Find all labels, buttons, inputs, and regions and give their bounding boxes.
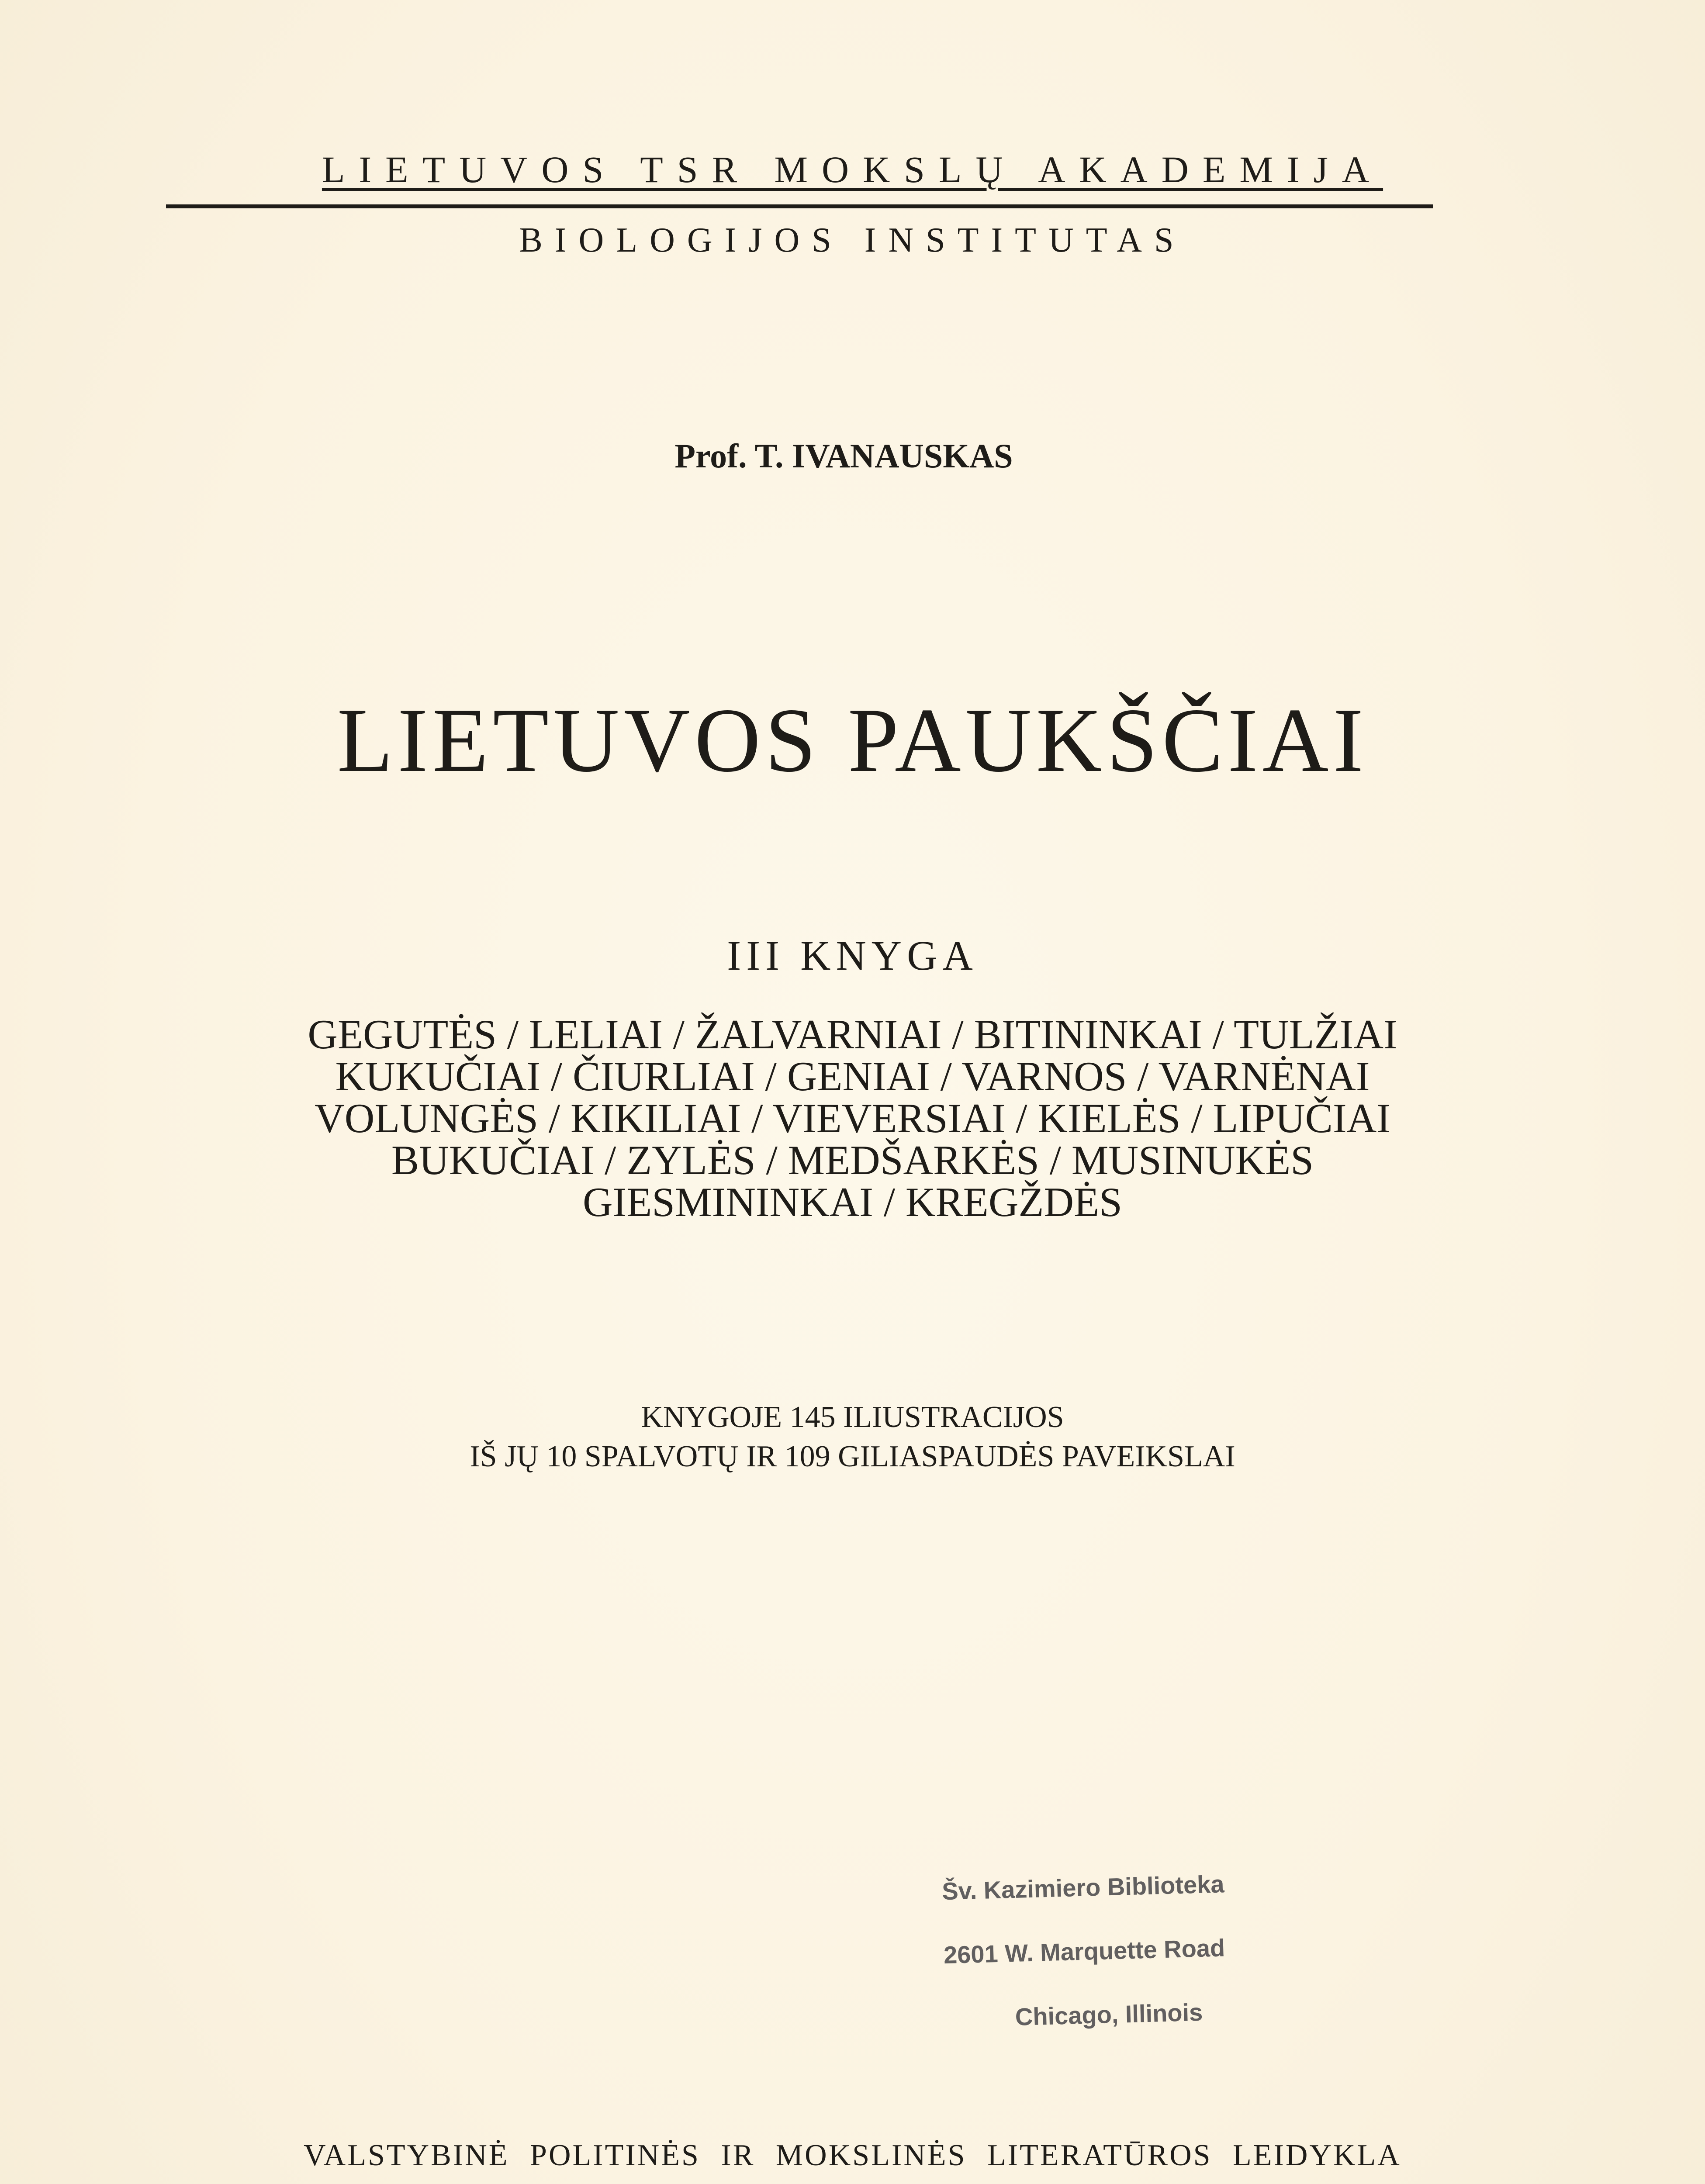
families-line: GEGUTĖS / LELIAI / ŽALVARNIAI / BITININKAI / TULŽIAI — [308, 1011, 1397, 1057]
academy-name: LIETUVOS TSR MOKSLŲ AKADEMIJA — [322, 149, 1383, 190]
illustrations-line-1: KNYGOJE 145 ILIUSTRACIJOS — [641, 1400, 1064, 1434]
author-name: Prof. T. IVANAUSKAS — [674, 437, 1013, 475]
volume-label: III KNYGA — [727, 932, 978, 979]
families-line: KUKUČIAI / ČIURLIAI / GENIAI / VARNOS / VARNĖNAI — [335, 1053, 1370, 1099]
stamp-line-3: Chicago, Illinois — [1015, 1998, 1203, 2031]
stamp-line-1: Šv. Kazimiero Biblioteka — [941, 1870, 1225, 1905]
header-rule — [166, 204, 1433, 208]
library-stamp — [937, 1869, 1356, 2032]
families-line: GIESMININKAI / KREGŽDĖS — [583, 1179, 1122, 1225]
institute-name: BIOLOGIJOS INSTITUTAS — [519, 221, 1186, 259]
publisher-name: VALSTYBINĖ POLITINĖS IR MOKSLINĖS LITERATŪROS LEIDYKLA — [304, 2139, 1401, 2172]
book-title: LIETUVOS PAUKŠČIAI — [337, 690, 1368, 791]
bird-families-list — [0, 1013, 1705, 1223]
families-line: BUKUČIAI / ZYLĖS / MEDŠARKĖS / MUSINUKĖS — [391, 1137, 1314, 1183]
stamp-line-2: 2601 W. Marquette Road — [943, 1934, 1225, 1969]
families-line: VOLUNGĖS / KIKILIAI / VIEVERSIAI / KIELĖS / LIPUČIAI — [315, 1095, 1390, 1141]
illustrations-note — [0, 1398, 1705, 1476]
illustrations-line-2: IŠ JŲ 10 SPALVOTŲ IR 109 GILIASPAUDĖS PAVEIKSLAI — [470, 1440, 1235, 1473]
